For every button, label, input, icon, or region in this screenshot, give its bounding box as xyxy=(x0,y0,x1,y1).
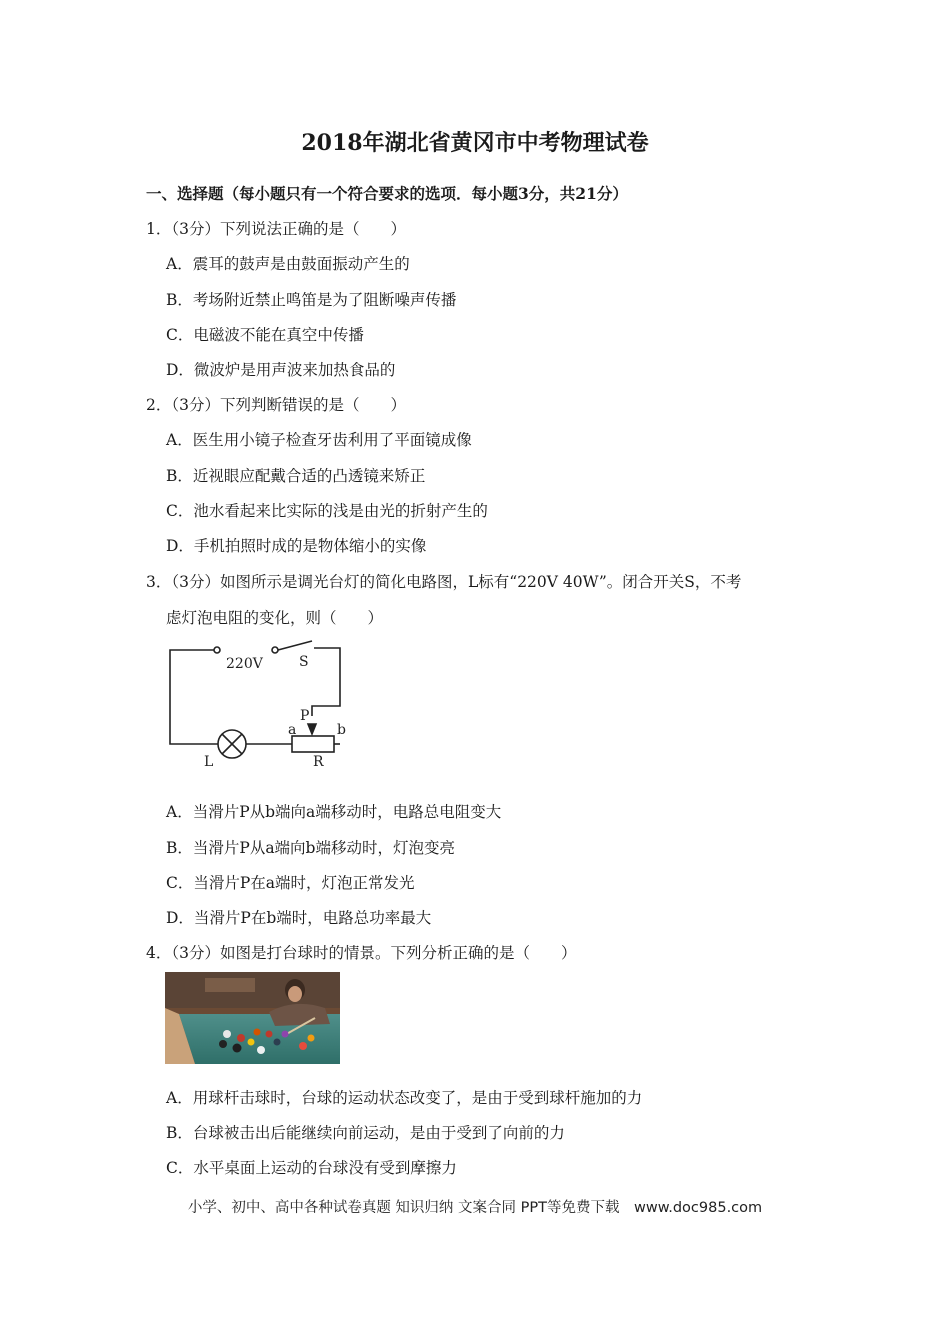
billiards-photo xyxy=(165,972,340,1064)
question-2-option-a: A．医生用小镜子检查牙齿利用了平面镜成像 xyxy=(166,431,472,449)
question-3-stem-line1: 3．（3分）如图所示是调光台灯的简化电路图，L标有“220V 40W”。闭合开关S，不考 xyxy=(146,573,742,591)
end-a-label: a xyxy=(288,722,297,738)
circuit-diagram xyxy=(160,636,360,776)
question-4-option-c: C．水平桌面上运动的台球没有受到摩擦力 xyxy=(166,1159,457,1177)
question-4-option-a: A．用球杆击球时，台球的运动状态改变了，是由于受到球杆施加的力 xyxy=(166,1089,643,1107)
question-2-stem: 2．（3分）下列判断错误的是（ ） xyxy=(146,396,406,414)
slider-label: P xyxy=(300,708,310,724)
question-2-option-d: D．手机拍照时成的是物体缩小的实像 xyxy=(166,537,427,555)
page-title: 2018年湖北省黄冈市中考物理试卷 xyxy=(301,130,649,156)
question-4-option-b: B．台球被击出后能继续向前运动，是由于受到了向前的力 xyxy=(166,1124,565,1142)
question-3-option-d: D．当滑片P在b端时，电路总功率最大 xyxy=(166,909,432,927)
footer-text: 小学、初中、高中各种试卷真题 知识归纳 文案合同 PPT等免费下载 www.doc985.com xyxy=(187,1200,763,1216)
voltage-label: 220V xyxy=(226,656,263,672)
section-heading: 一、选择题（每小题只有一个符合要求的选项．每小题3分，共21分） xyxy=(146,184,628,203)
rheostat-label: R xyxy=(313,754,324,770)
lamp-label: L xyxy=(204,754,214,770)
question-2-option-c: C．池水看起来比实际的浅是由光的折射产生的 xyxy=(166,502,488,520)
question-1-option-c: C．电磁波不能在真空中传播 xyxy=(166,326,364,344)
question-1-option-d: D．微波炉是用声波来加热食品的 xyxy=(166,361,396,379)
end-b-label: b xyxy=(337,722,346,738)
question-4-stem: 4．（3分）如图是打台球时的情景。下列分析正确的是（ ） xyxy=(146,944,577,962)
question-3-option-c: C．当滑片P在a端时，灯泡正常发光 xyxy=(166,874,415,892)
question-1-option-a: A．震耳的鼓声是由鼓面振动产生的 xyxy=(166,255,410,273)
question-1-stem: 1．（3分）下列说法正确的是（ ） xyxy=(146,220,406,238)
question-1-option-b: B．考场附近禁止鸣笛是为了阻断噪声传播 xyxy=(166,291,457,309)
question-3-stem-line2: 虑灯泡电阻的变化，则（ ） xyxy=(166,609,384,627)
question-2-option-b: B．近视眼应配戴合适的凸透镜来矫正 xyxy=(166,467,426,485)
switch-label: S xyxy=(299,654,309,670)
question-3-option-a: A．当滑片P从b端向a端移动时，电路总电阻变大 xyxy=(166,803,502,821)
question-3-option-b: B．当滑片P从a端向b端移动时，灯泡变亮 xyxy=(166,839,455,857)
